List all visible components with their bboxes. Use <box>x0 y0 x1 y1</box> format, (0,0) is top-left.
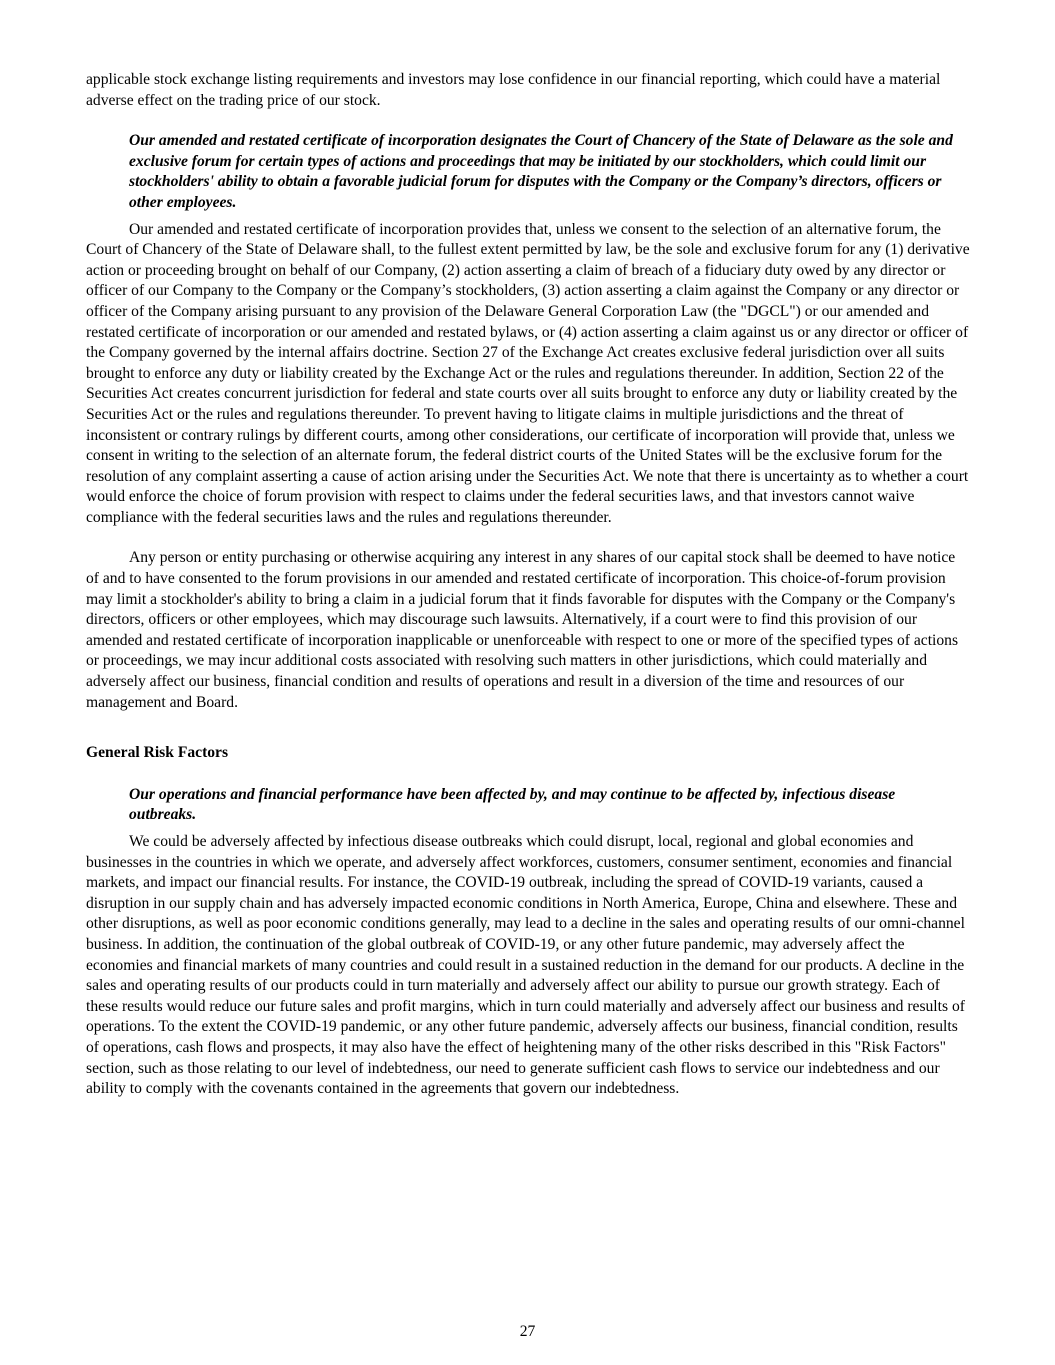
intro-continuation-paragraph: applicable stock exchange listing requirements and investors may lose confidence in our financial reporting, which could have a material adverse effect on the trading price of our stock. <box>86 71 941 109</box>
document-page <box>86 70 970 1100</box>
forum-provision-heading: Our amended and restated certificate of incorporation designates the Court of Chancery of the State of Delaware as the sole and exclusive forum for certain types of actions and proceedings that may be initiated by our stockholders, which could limit our stockholders' ability to obtain a favorable judicial forum for disputes with the Company or the Company’s directors, officers or other employees. <box>129 132 953 211</box>
infectious-disease-paragraph: We could be adversely affected by infectious disease outbreaks which could disrupt, local, regional and global economies and businesses in the countries in which we operate, and adversely affect workforces, customers, consumer sentiment, economies and financial markets, and impact our financial results. For instance, the COVID-19 outbreak, including the spread of COVID-19 variants, caused a disruption in our supply chain and has adversely impacted economic conditions in North America, Europe, China and elsewhere. These and other disruptions, as well as poor economic conditions generally, may lead to a decline in the sales and operating results of our omni-channel business. In addition, the continuation of the global outbreak of COVID-19, or any other future pandemic, may adversely affect the economies and financial markets of many countries and could result in a sustained reduction in the demand for our products. A decline in the sales and operating results of our products could in turn materially and adversely affect our ability to pursue our growth strategy. Each of these results would reduce our future sales and profit margins, which in turn could materially and adversely affect our business and results of operations. To the extent the COVID-19 pandemic, or any other future pandemic, adversely affects our business, financial condition, results of operations, cash flows and prospects, it may also have the effect of heightening many of the other risks described in this "Risk Factors" section, such as those relating to our level of indebtedness, our need to generate sufficient cash flows to service our indebtedness and our ability to comply with the covenants contained in the agreements that govern our indebtedness. <box>86 833 965 1098</box>
infectious-disease-heading: Our operations and financial performance have been affected by, and may continue to be affected by, infectious disease outbreaks. <box>129 785 896 824</box>
general-risk-factors-title: General Risk Factors <box>86 744 229 762</box>
forum-provision-paragraph-1: Our amended and restated certificate of incorporation provides that, unless we consent to the selection of an alternative forum, the Court of Chancery of the State of Delaware shall, to the fullest extent permitted by law, be the sole and exclusive forum for any (1) derivative action or proceeding brought on behalf of our Company, (2) action asserting a claim of breach of a fiduciary duty owed by any director or officer of our Company to the Company or the Company’s stockholders, (3) action asserting a claim against the Company or any director or officer of the Company arising pursuant to any provision of the Delaware General Corporation Law (the "DGCL") or our amended and restated certificate of incorporation or our amended and restated bylaws, or (4) action asserting a claim against us or any director or officer of the Company governed by the internal affairs doctrine. Section 27 of the Exchange Act creates exclusive federal jurisdiction over all suits brought to enforce any duty or liability created by the Exchange Act or the rules and regulations thereunder. In addition, Section 22 of the Securities Act creates concurrent jurisdiction for federal and state courts over all suits brought to enforce any duty or liability created by the Securities Act or the rules and regulations thereunder. To prevent having to litigate claims in multiple jurisdictions and the threat of inconsistent or contrary rulings by different courts, among other considerations, our certificate of incorporation will provide that, unless we consent in writing to the selection of an alternate forum, the federal district courts of the United States will be the exclusive forum for the resolution of any complaint asserting a cause of action arising under the Securities Act. We note that there is uncertainty as to whether a court would enforce the choice of forum provision with respect to claims under the federal securities laws, and that investors cannot waive compliance with the federal securities laws and the rules and regulations thereunder. <box>86 220 970 526</box>
forum-provision-paragraph-2: Any person or entity purchasing or otherwise acquiring any interest in any shares of our capital stock shall be deemed to have notice of and to have consented to the forum provisions in our amended and restated certificate of incorporation. This choice-of-forum provision may limit a stockholder's ability to bring a claim in a judicial forum that it finds favorable for disputes with the Company or the Company's directors, officers or other employees, which may discourage such lawsuits. Alternatively, if a court were to find this provision of our amended and restated certificate of incorporation inapplicable or unenforceable with respect to one or more of the specified types of actions or proceedings, we may incur additional costs associated with resolving such matters in other jurisdictions, which could materially and adversely affect our business, financial condition and results of operations and result in a diversion of the time and resources of our management and Board. <box>86 549 959 711</box>
page-number: 27 <box>519 1323 536 1340</box>
